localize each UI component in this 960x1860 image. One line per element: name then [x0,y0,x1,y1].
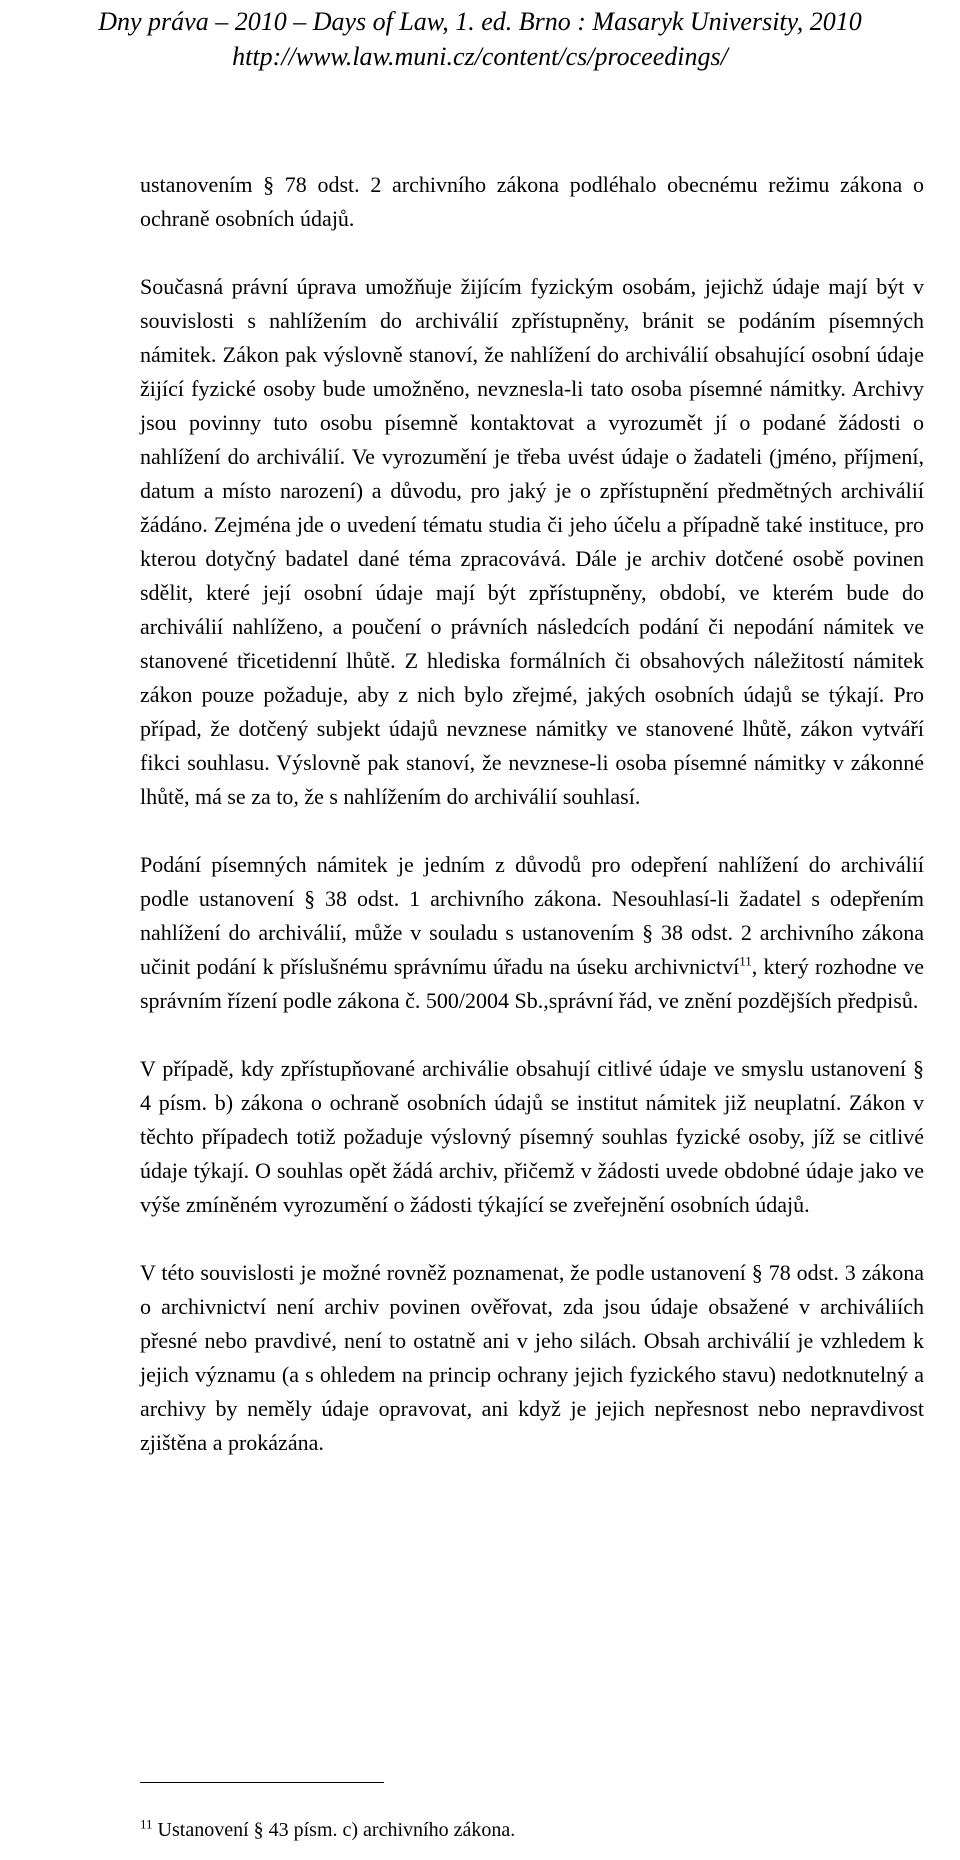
paragraph-refusal-text-end: , který rozhodne ve správním řízení podle zákona č. 500/2004 Sb.,správní řád, ve znění pozdějších předpisů. [140,954,924,1013]
footnote-separator [140,1782,384,1783]
paragraph-continuation: ustanovením § 78 odst. 2 archivního zákona podléhalo obecnému režimu zákona o ochraně osobních údajů. [140,172,924,231]
paragraph-objections: Současná právní úprava umožňuje žijícím fyzickým osobám, jejichž údaje mají být v souvislosti s nahlížením do archiválií zpřístupněny, bránit se podáním písemných námitek. Zákon pak výslovně stanoví, že nahlížení do archiválií obsahující osobní údaje žijící fyzické osoby bude umožněno, nevznesla-li tato osoba písemné námitky. Archivy jsou povinny tuto osobu písemně kontaktovat a vyrozumět jí o podané žádosti o nahlížení do archiválií. Ve vyrozumění je třeba uvést údaje o žadateli (jméno, příjmení, datum a místo narození) a důvodu, pro jaký je o zpřístupnění předmětných archiválií žádáno. Zejména jde o uvedení tématu studia či jeho účelu a případně také instituce, pro kterou dotyčný badatel dané téma zpracovává. Dále je archiv dotčené osobě povinen sdělit, které její osobní údaje mají být zpřístupněny, období, ve kterém bude do archiválií nahlíženo, a poučení o právních následcích podání či nepodání námitek ve stanovené třicetidenní lhůtě. Z hlediska formálních či obsahových náležitostí námitek zákon pouze požaduje, aby z nich bylo zřejmé, jakých osobních údajů se týkají. Pro případ, že dotčený subjekt údajů nevznese námitky ve stanovené lhůtě, zákon vytváří fikci souhlasu. Výslovně pak stanoví, že nevznese-li osoba písemné námitky v zákonné lhůtě, má se za to, že s nahlížením do archiválií souhlasí. [140,274,924,809]
paragraph-refusal-text: Podání písemných námitek je jedním z důvodů pro odepření nahlížení do archiválií podle ustanovení § 38 odst. 1 archivního zákona. Nesouhlasí-li žadatel s odepřením nahlížení do archiválií, může v souladu s ustanovením § 38 odst. 2 archivního zákona učinit podání k příslušnému správnímu úřadu na úseku archivnictví [140,852,924,979]
footnote-reference: 11 [739,953,752,969]
document-body [140,168,924,1460]
header-citation: Dny práva – 2010 – Days of Law, 1. ed. Brno : Masaryk University, 2010 [98,7,862,36]
header-url: http://www.law.muni.cz/content/cs/proceedings/ [232,42,728,71]
footnote-text: Ustanovení § 43 písm. c) archivního zákona. [152,1819,516,1841]
paragraph-refusal [140,848,924,1018]
paragraph-accuracy: V této souvislosti je možné rovněž poznamenat, že podle ustanovení § 78 odst. 3 zákona o archivnictví není archiv povinen ověřovat, zda jsou údaje obsažené v archiváliích přesné nebo pravdivé, není to ostatně ani v jeho silách. Obsah archiválií je vzhledem k jejich významu (a s ohledem na princip ochrany jejich fyzického stavu) nedotknutelný a archivy by neměly údaje opravovat, ani když je jejich nepřesnost nebo nepravdivost zjištěna a prokázána. [140,1260,924,1455]
paragraph-sensitive-data: V případě, kdy zpřístupňované archiválie obsahují citlivé údaje ve smyslu ustanovení § 4 písm. b) zákona o ochraně osobních údajů se institut námitek již neuplatní. Zákon v těchto případech totiž požaduje výslovný písemný souhlas fyzické osoby, jíž se citlivé údaje týkají. O souhlas opět žádá archiv, přičemž v žádosti uvede obdobné údaje jako ve výše zmíněném vyrozumění o žádosti týkající se zveřejnění osobních údajů. [140,1056,924,1217]
footnote [140,1816,924,1844]
running-header [0,4,960,74]
footnote-number: 11 [140,1816,153,1832]
